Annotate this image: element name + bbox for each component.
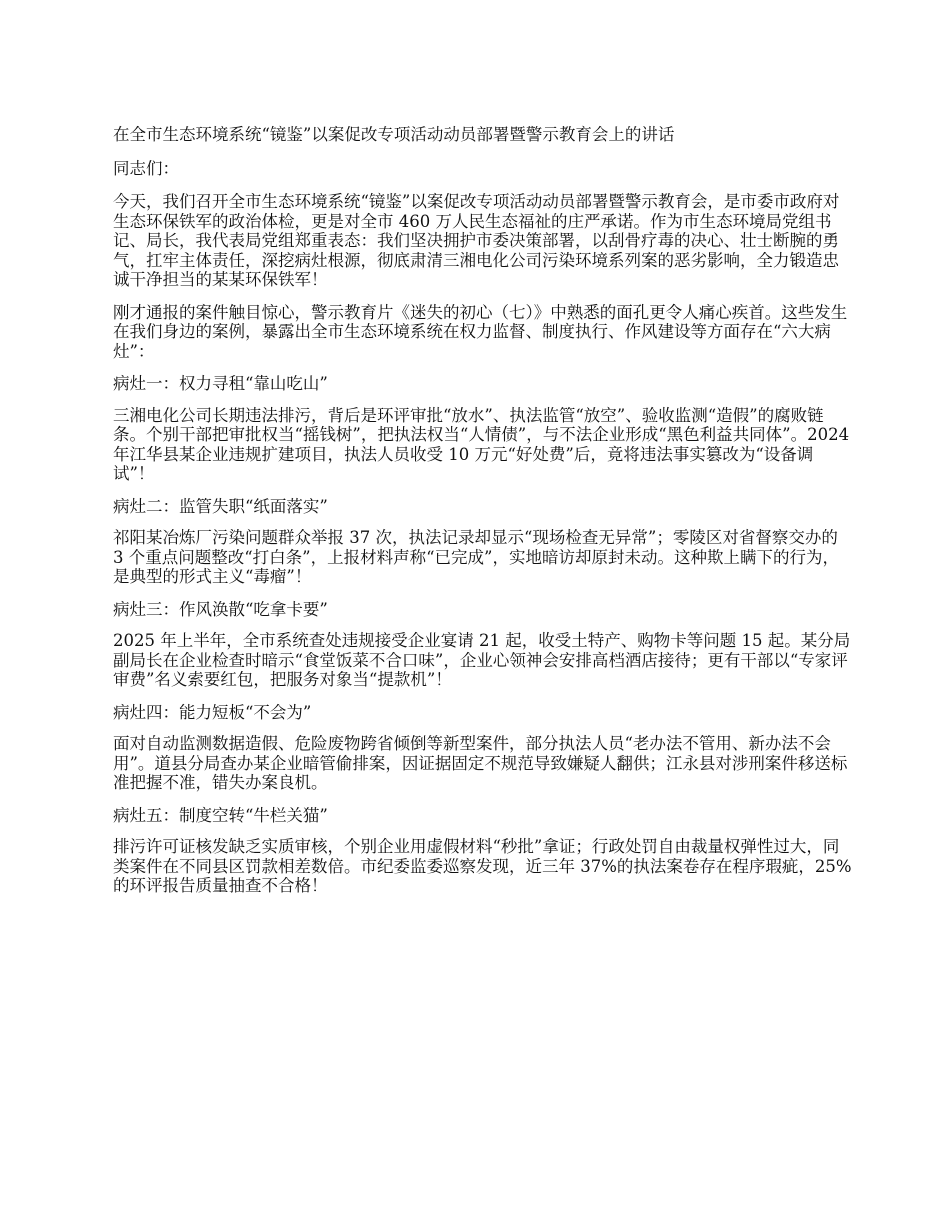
section-heading-2: 病灶二：监管失职“纸面落实”	[113, 496, 328, 516]
section-heading-1: 病灶一：权力寻租“靠山吃山”	[113, 374, 328, 393]
section-body-2: 祁阳某冶炼厂污染问题群众举报 37 次，执法记录却显示“现场检查无异常”；零陵区对省督察交办的 3 个重点问题整改“打白条”，上报材料声称“已完成”，实地暗访却原封未动。这种欺上瞒下的行为，是典型的形式主义“毒瘤”！	[113, 528, 839, 586]
greeting: 同志们：	[113, 158, 179, 178]
section-body-5: 排污许可证核发缺乏实质审核，个别企业用虚假材料“秒批”拿证；行政处罚自由裁量权弹性过大，同类案件在不同县区罚款相差数倍。市纪委监委巡察发现，近三年 37%的执法案卷存在程序瑕疵，25%的环评报告质量抽查不合格！	[113, 837, 852, 895]
section-body-1: 三湘电化公司长期违法排污，背后是环评审批“放水”、执法监管“放空”、验收监测“造假”的腐败链条。个别干部把审批权当“摇钱树”，把执法权当“人情债”，与不法企业形成“黑色利益共同体”。2024 年江华县某企业违规扩建项目，执法人员收受 10 万元“好处费”后，竟将违法事实篡改为“设备调试”！	[113, 405, 850, 483]
overview-paragraph: 刚才通报的案件触目惊心，警示教育片《迷失的初心（七）》中熟悉的面孔更令人痛心疾首。这些发生在我们身边的案例，暴露出全市生态环境系统在权力监督、制度执行、作风建设等方面存在“六大病灶”：	[113, 302, 848, 361]
section-heading-4: 病灶四：能力短板“不会为”	[113, 702, 312, 722]
section-body-4: 面对自动监测数据造假、危险废物跨省倾倒等新型案件，部分执法人员“老办法不管用、新办法不会用”。道县分局查办某企业暗管偷排案，因证据固定不规范导致嫌疑人翻供；江永县对涉刑案件移送标准把握不准，错失办案良机。	[113, 734, 848, 792]
section-heading-3: 病灶三：作风涣散“吃拿卡要”	[113, 599, 328, 619]
section-body-3: 2025 年上半年，全市系统查处违规接受企业宴请 21 起，收受土特产、购物卡等问题 15 起。某分局副局长在企业检查时暗示“食堂饭菜不合口味”，企业心领神会安排高档酒店接待；更有干部以“专家评审费”名义索要红包，把服务对象当“提款机”！	[113, 631, 851, 689]
document-title: 在全市生态环境系统“镜鉴”以案促改专项活动动员部署暨警示教育会上的讲话	[113, 125, 675, 144]
intro-paragraph: 今天，我们召开全市生态环境系统“镜鉴”以案促改专项活动动员部署暨警示教育会，是市委市政府对生态环保铁军的政治体检，更是对全市 460 万人民生态福祉的庄严承诺。作为市生态环境局党组书记、局长，我代表局党组郑重表态：我们坚决拥护市委决策部署，以刮骨疗毒的决心、壮士断腕的勇气，扛牢主体责任，深挖病灶根源，彻底肃清三湘电化公司污染环境系列案的恶劣影响，全力锻造忠诚干净担当的某某环保铁军！	[113, 192, 840, 289]
document-page	[113, 125, 853, 909]
section-heading-5: 病灶五：制度空转“牛栏关猫”	[113, 805, 328, 825]
